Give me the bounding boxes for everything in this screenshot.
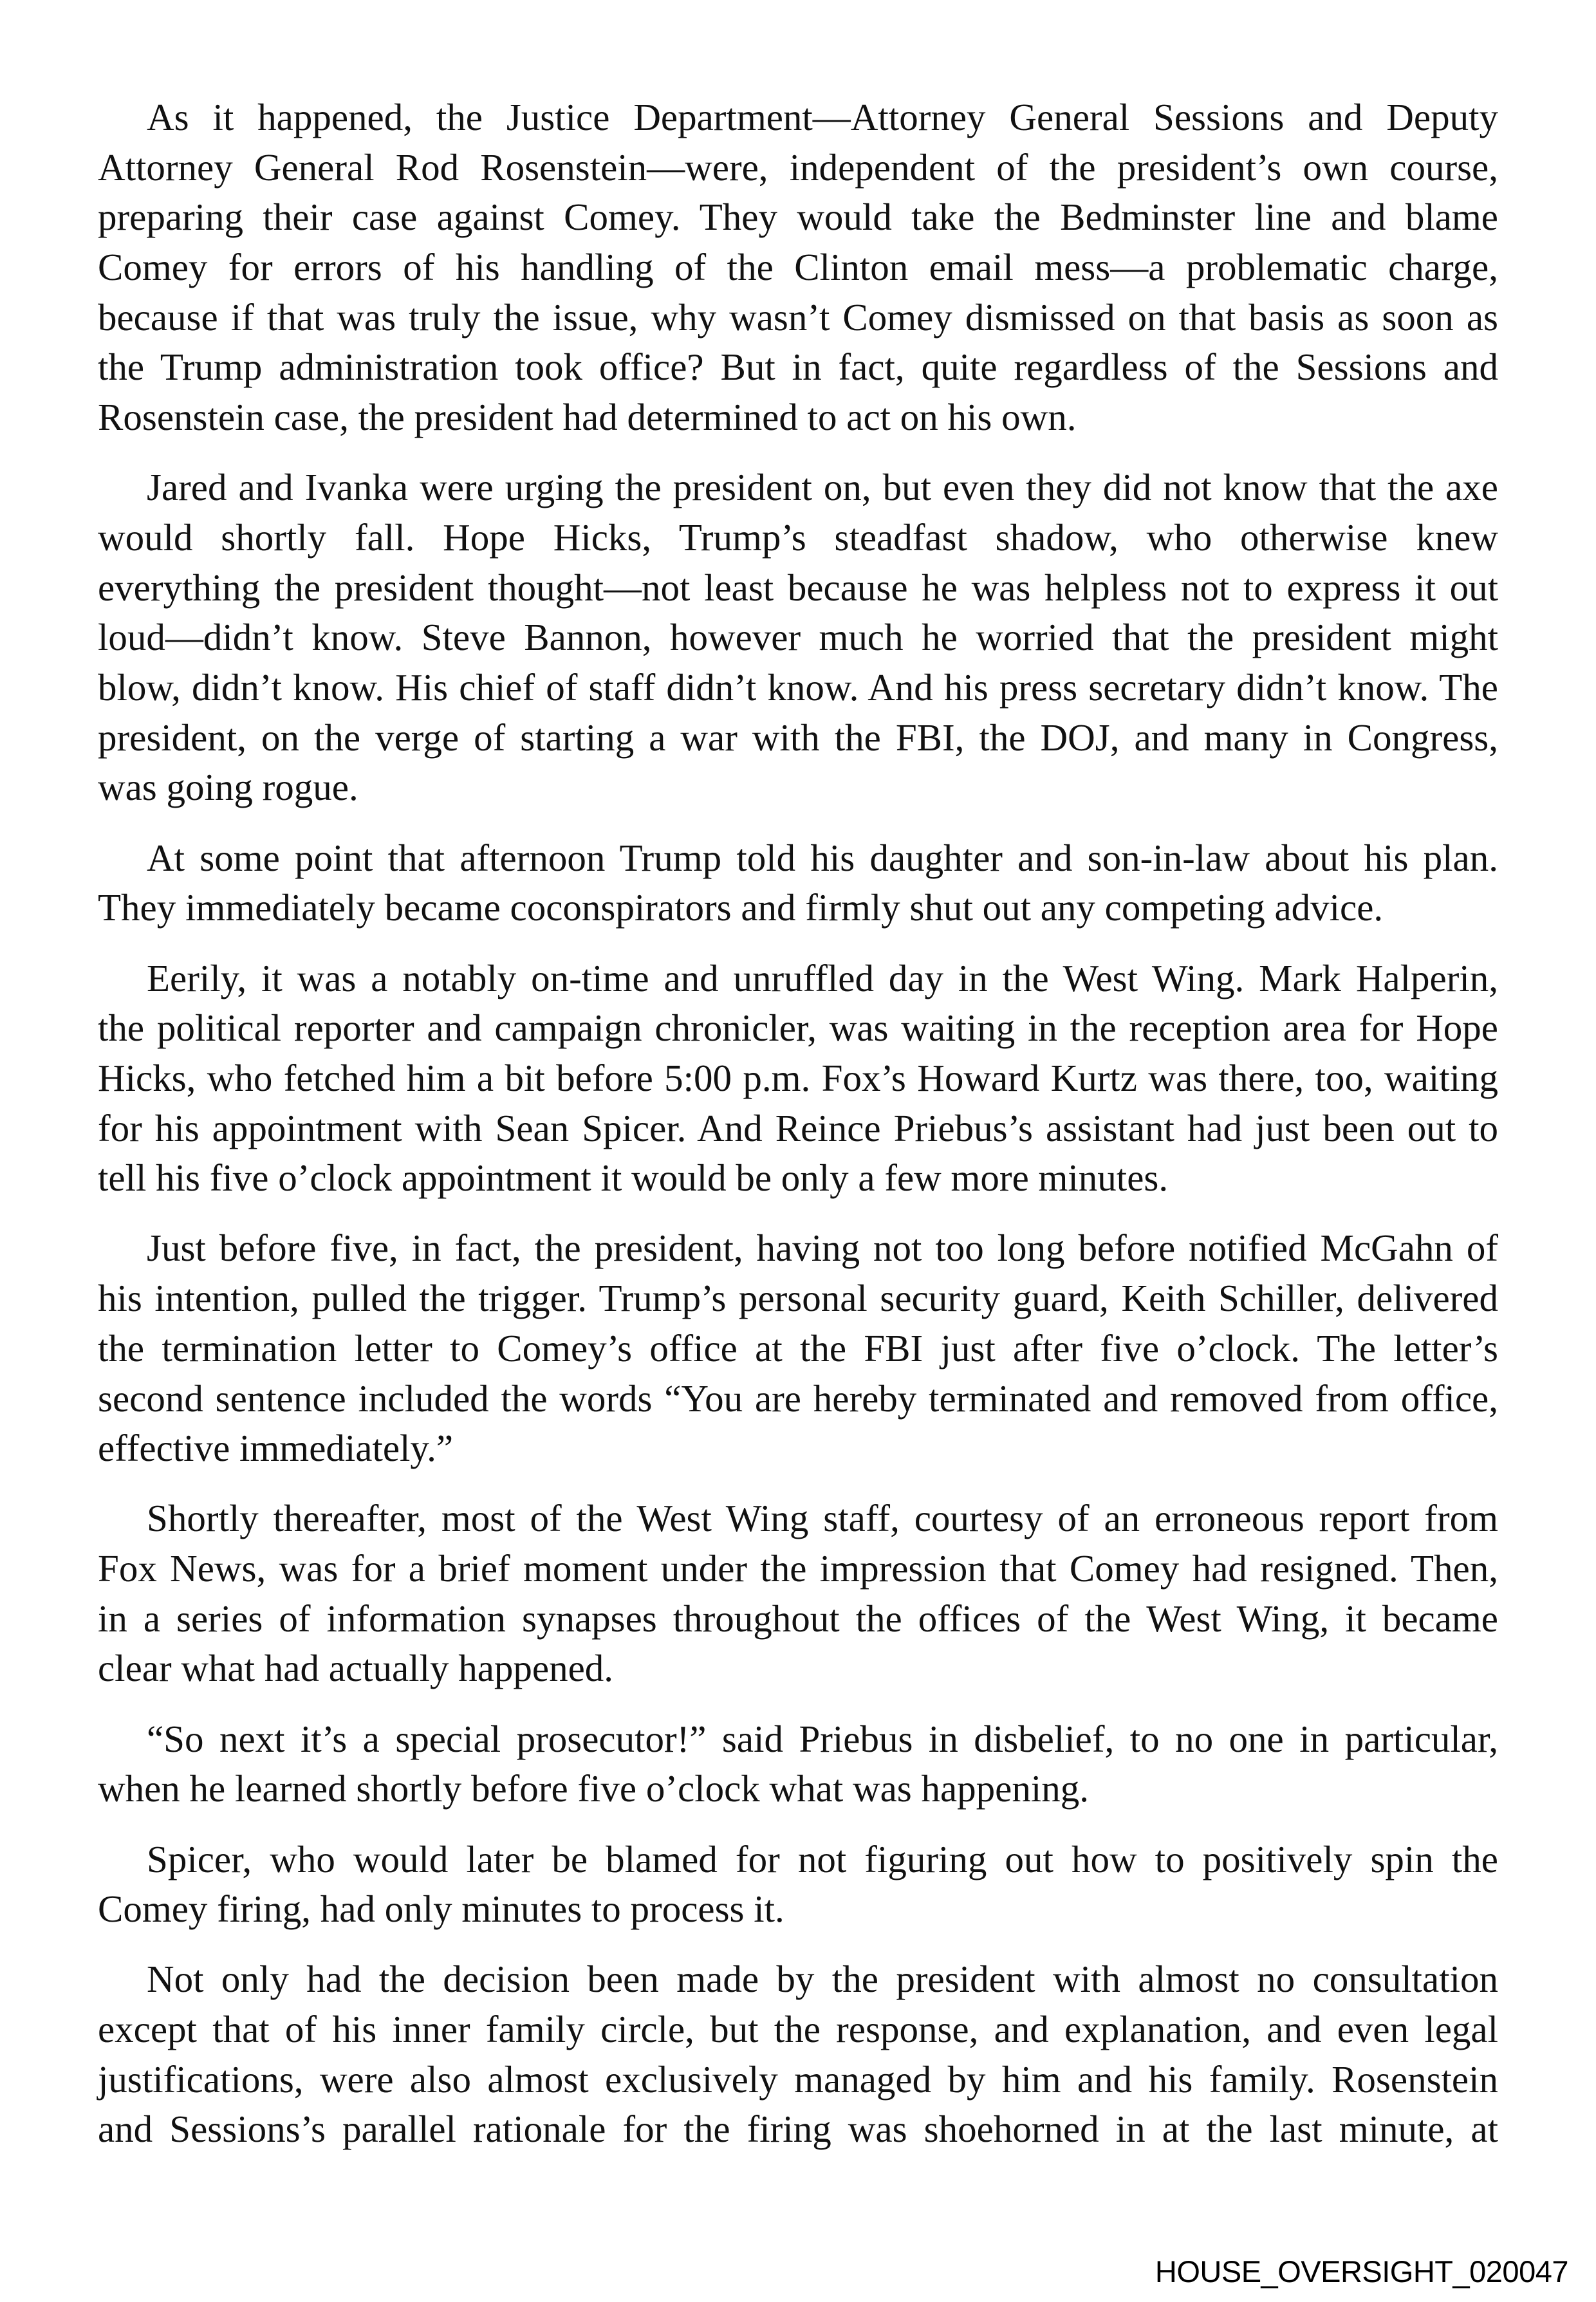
text-line: would shortly fall. Hope Hicks, Trump’s steadfast shadow, who otherwise knew xyxy=(98,516,1498,559)
text-line: because if that was truly the issue, why wasn’t Comey dismissed on that basis as soon as xyxy=(98,295,1498,339)
text-line: except that of his inner family circle, but the response, and explanation, and even legal xyxy=(98,2008,1498,2051)
text-line: everything the president thought—not least because he was helpless not to express it out xyxy=(98,566,1498,609)
paragraph xyxy=(98,833,1498,933)
paragraph xyxy=(98,954,1498,1203)
text-line: Eerily, it was a notably on-time and unruffled day in the West Wing. Mark Halperin, xyxy=(147,956,1498,999)
text-line: Comey firing, had only minutes to process it. xyxy=(98,1888,784,1931)
text-line: clear what had actually happened. xyxy=(98,1647,614,1690)
text-line: his intention, pulled the trigger. Trump’s personal security guard, Keith Schiller, delivered xyxy=(98,1277,1498,1320)
text-line: effective immediately.” xyxy=(98,1427,454,1470)
text-line: As it happened, the Justice Department—Attorney General Sessions and Deputy xyxy=(147,96,1498,138)
text-line: second sentence included the words “You are hereby terminated and removed from office, xyxy=(98,1377,1498,1420)
text-line: Jared and Ivanka were urging the president on, but even they did not know that the axe xyxy=(147,466,1498,509)
text-line: Attorney General Rod Rosenstein—were, independent of the president’s own course, xyxy=(98,145,1498,189)
text-line: loud—didn’t know. Steve Bannon, however much he worried that the president might xyxy=(98,616,1498,659)
paragraph xyxy=(98,93,1498,443)
text-line: Fox News, was for a brief moment under the impression that Comey had resigned. Then, xyxy=(98,1547,1498,1590)
bates-stamp: HOUSE_OVERSIGHT_020047 xyxy=(1155,2254,1568,2288)
text-line: Shortly thereafter, most of the West Wing staff, courtesy of an erroneous report from xyxy=(147,1497,1498,1540)
text-line: At some point that afternoon Trump told his daughter and son-in-law about his plan. xyxy=(147,836,1498,879)
text-line: the political reporter and campaign chronicler, was waiting in the reception area for Hope xyxy=(98,1007,1498,1050)
text-line: tell his five o’clock appointment it would be only a few more minutes. xyxy=(98,1156,1169,1200)
text-line: justifications, were also almost exclusively managed by him and his family. Rosenstein xyxy=(98,2057,1498,2101)
text-line: and Sessions’s parallel rationale for the firing was shoehorned in at the last minute, at xyxy=(98,2108,1498,2151)
text-line: Comey for errors of his handling of the Clinton email mess—a problematic charge, xyxy=(98,246,1498,289)
paragraph xyxy=(98,1714,1498,1814)
text-line: the Trump administration took office? But in fact, quite regardless of the Sessions and xyxy=(98,346,1498,389)
text-line: preparing their case against Comey. They would take the Bedminster line and blame xyxy=(98,196,1498,239)
text-line: Spicer, who would later be blamed for not figuring out how to positively spin the xyxy=(147,1837,1498,1880)
text-line: blow, didn’t know. His chief of staff didn’t know. And his press secretary didn’t know. The xyxy=(98,666,1498,709)
text-line: Rosenstein case, the president had determined to act on his own. xyxy=(98,396,1077,439)
text-line: in a series of information synapses throughout the offices of the West Wing, it became xyxy=(98,1597,1498,1640)
text-line: president, on the verge of starting a war with the FBI, the DOJ, and many in Congress, xyxy=(98,716,1498,759)
text-line: was going rogue. xyxy=(98,766,358,809)
text-line: the termination letter to Comey’s office at the FBI just after five o’clock. The letter’s xyxy=(98,1326,1498,1369)
paragraph xyxy=(98,1954,1498,2155)
paragraph xyxy=(98,1494,1498,1694)
paragraph xyxy=(98,1835,1498,1935)
text-line: Just before five, in fact, the president, having not too long before notified McGahn of xyxy=(147,1227,1498,1270)
paragraph xyxy=(98,463,1498,813)
text-line: Not only had the decision been made by the president with almost no consultation xyxy=(147,1958,1498,2001)
body-text xyxy=(98,93,1498,2175)
text-line: when he learned shortly before five o’clock what was happening. xyxy=(98,1767,1089,1810)
text-line: “So next it’s a special prosecutor!” said Priebus in disbelief, to no one in particular, xyxy=(147,1717,1498,1760)
paragraph xyxy=(98,1223,1498,1473)
text-line: They immediately became coconspirators and firmly shut out any competing advice. xyxy=(98,886,1384,929)
text-line: Hicks, who fetched him a bit before 5:00 p.m. Fox’s Howard Kurtz was there, too, waiting xyxy=(98,1056,1498,1099)
text-line: for his appointment with Sean Spicer. And Reince Priebus’s assistant had just been out to xyxy=(98,1106,1498,1149)
